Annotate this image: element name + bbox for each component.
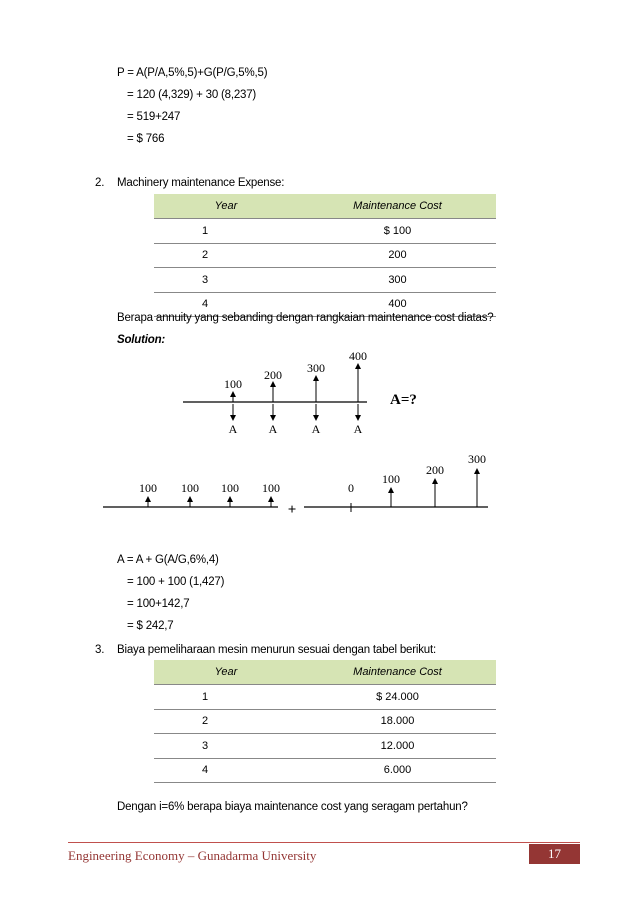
annuity-label: A <box>228 422 238 436</box>
problem3-number: 3. <box>95 644 105 656</box>
cost-cell: 6.000 <box>299 758 496 783</box>
problem3-title: Biaya pemeliharaan mesin menurun sesuai dengan tabel berikut: <box>117 644 436 656</box>
cost-cell: 12.000 <box>299 734 496 759</box>
cost-label: 100 <box>262 481 280 495</box>
cost-cell: $ 100 <box>299 219 496 244</box>
page-number: 17 <box>529 844 580 864</box>
annuity-label: A <box>311 422 321 436</box>
p-calc-step1: = 120 (4,329) + 30 (8,237) <box>127 89 257 101</box>
a-calc-step1: = 100 + 100 (1,427) <box>127 576 225 588</box>
a-calc-step2: = 100+142,7 <box>127 598 190 610</box>
plus-sign: + <box>287 502 297 518</box>
cost-label: 400 <box>349 349 367 363</box>
solution-label: Solution: <box>117 334 166 346</box>
gradient-label: 0 <box>348 481 354 495</box>
problem2-question: Berapa annuity yang sebanding dengan rangkaian maintenance cost diatas? <box>117 312 494 324</box>
cost-label: 100 <box>224 377 242 391</box>
cost-cell: 18.000 <box>299 709 496 734</box>
diagram1 <box>183 349 417 436</box>
a-formula: A = A + G(A/G,6%,4) <box>117 554 219 566</box>
col-year-header: Year <box>154 194 299 219</box>
a-calc-result: = $ 242,7 <box>127 620 174 632</box>
annuity-question: A=? <box>390 392 417 408</box>
table-row <box>154 709 496 734</box>
col-year-header: Year <box>154 660 299 685</box>
problem2-title: Machinery maintenance Expense: <box>117 177 285 189</box>
gradient-label: 300 <box>468 452 486 466</box>
year-cell: 4 <box>154 292 299 317</box>
problem2-number: 2. <box>95 177 105 189</box>
annuity-label: A <box>268 422 278 436</box>
year-cell: 3 <box>154 734 299 759</box>
year-cell: 1 <box>154 219 299 244</box>
cost-label: 100 <box>181 481 199 495</box>
maintenance-table-3 <box>154 660 496 783</box>
col-cost-header: Maintenance Cost <box>299 660 496 685</box>
annuity-label: A <box>353 422 363 436</box>
cost-cell: 400 <box>299 292 496 317</box>
cost-label: 100 <box>139 481 157 495</box>
cost-cell: 200 <box>299 243 496 268</box>
cost-label: 100 <box>221 481 239 495</box>
year-cell: 2 <box>154 243 299 268</box>
year-cell: 3 <box>154 268 299 293</box>
gradient-label: 100 <box>382 472 400 486</box>
year-cell: 4 <box>154 758 299 783</box>
table-row <box>154 685 496 710</box>
cost-cell: 300 <box>299 268 496 293</box>
problem3-question: Dengan i=6% berapa biaya maintenance cost yang seragam pertahun? <box>117 801 468 813</box>
year-cell: 1 <box>154 685 299 710</box>
table-header-row <box>154 660 496 685</box>
cost-cell: $ 24.000 <box>299 685 496 710</box>
p-calc-step2: = 519+247 <box>127 111 181 123</box>
p-formula: P = A(P/A,5%,5)+G(P/G,5%,5) <box>117 67 268 79</box>
diagram2 <box>103 452 488 518</box>
cost-label: 200 <box>264 368 282 382</box>
col-cost-header: Maintenance Cost <box>299 194 496 219</box>
gradient-label: 200 <box>426 463 444 477</box>
cost-label: 300 <box>307 361 325 375</box>
footer-divider <box>68 842 580 843</box>
p-calc-result: = $ 766 <box>127 133 165 145</box>
year-cell: 2 <box>154 709 299 734</box>
table-row <box>154 758 496 783</box>
table-row <box>154 734 496 759</box>
footer-text: Engineering Economy – Gunadarma University <box>68 848 317 863</box>
